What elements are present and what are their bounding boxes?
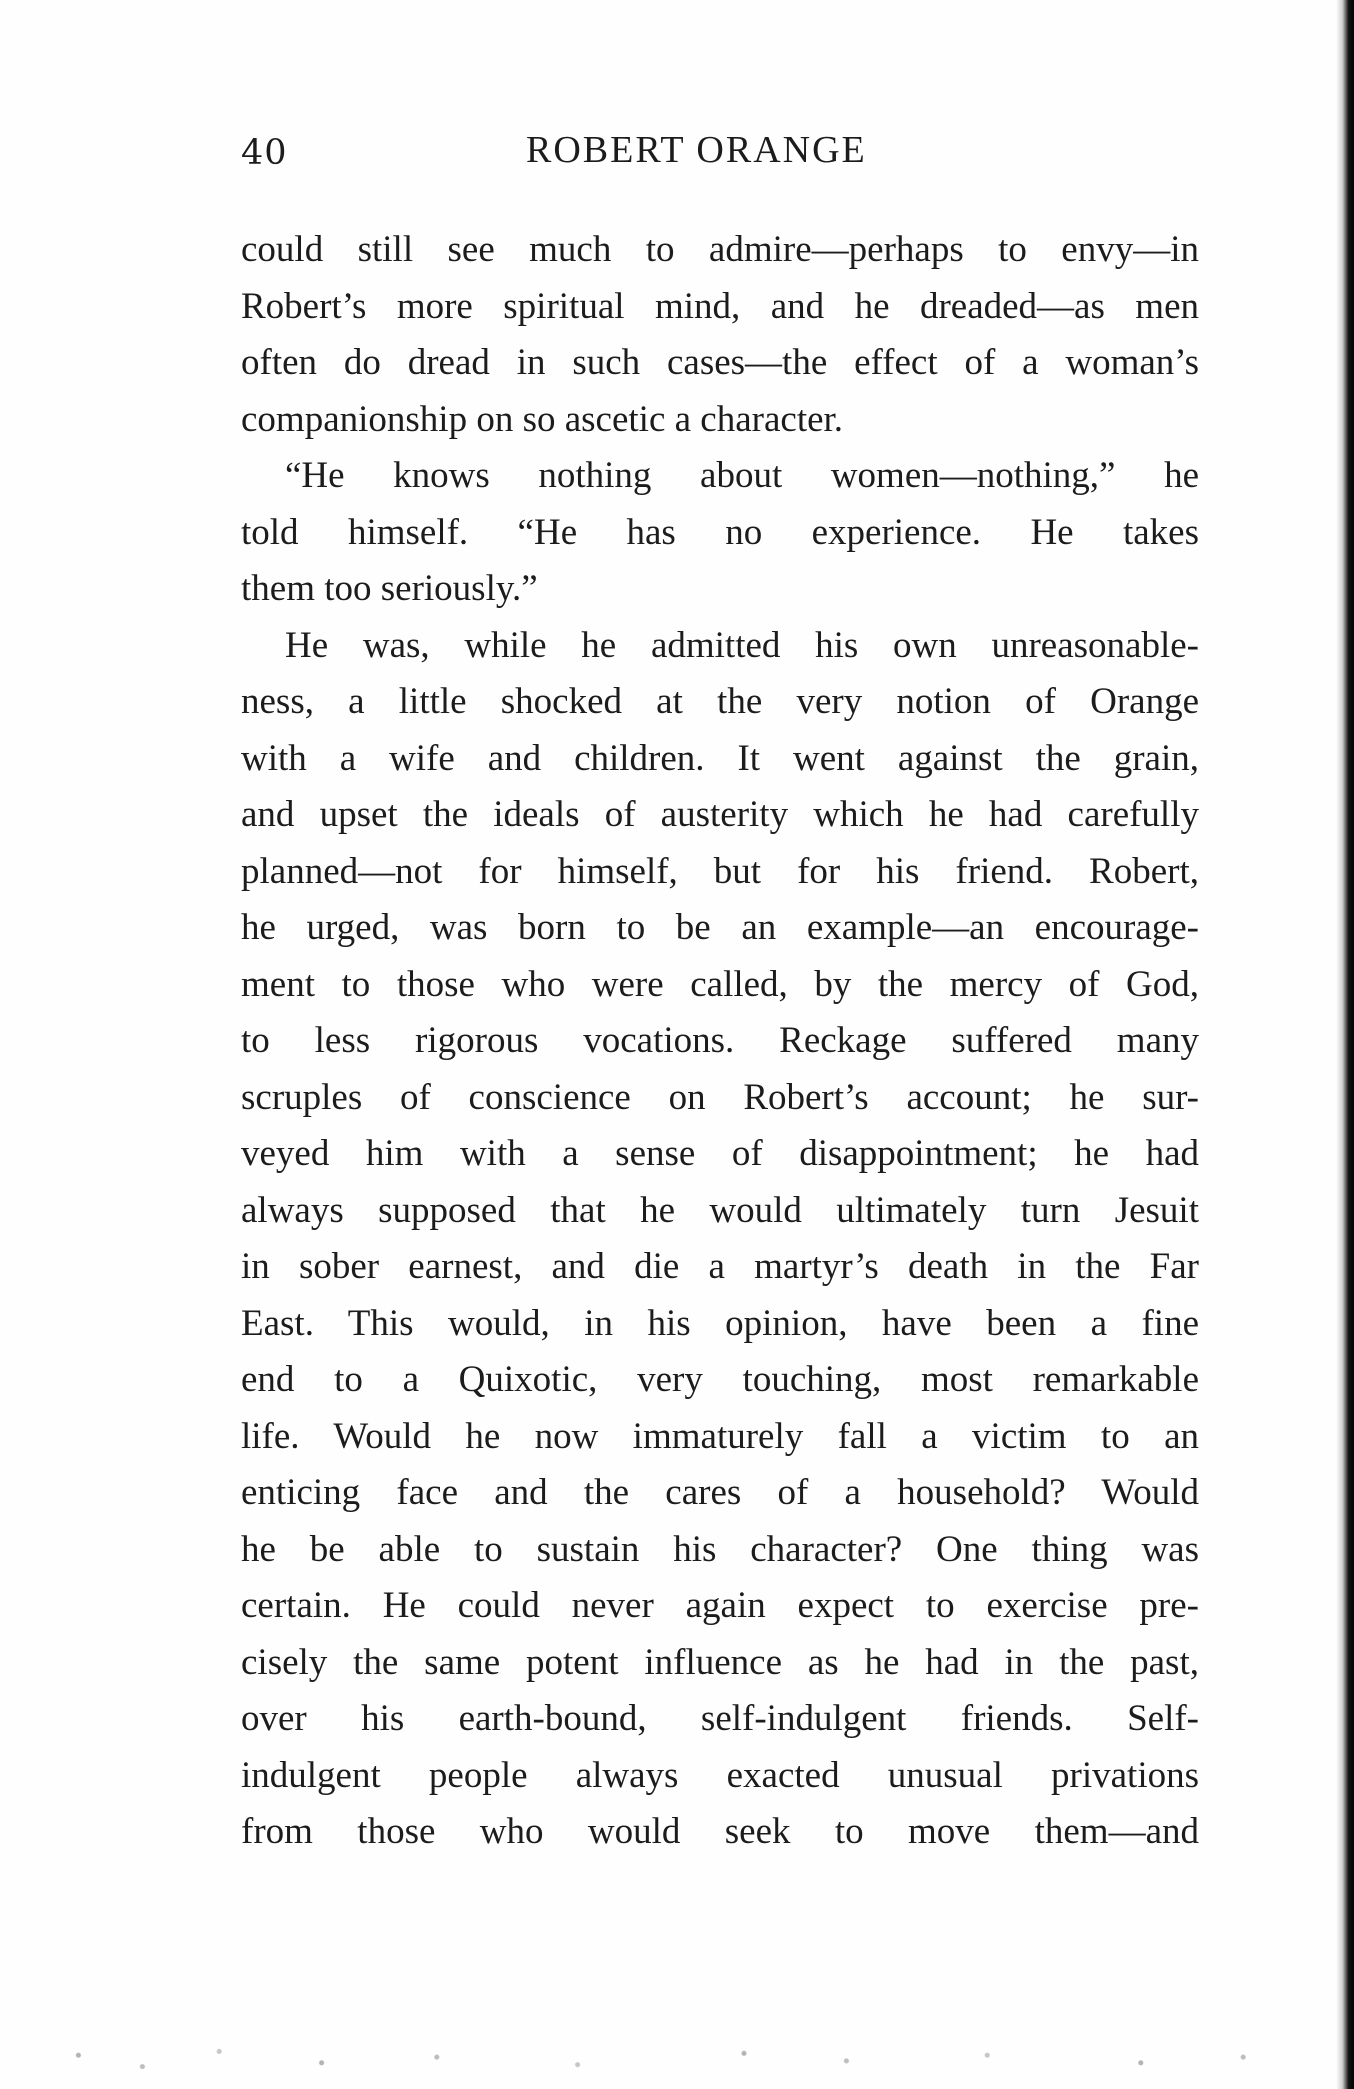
text-line: certain. He could never again expect to exercise pre- [241,1585,1199,1626]
text-line: told himself. “He has no experience. He takes [241,511,1199,553]
running-head: ROBERT ORANGE [526,129,867,171]
text-line: planned—not for himself, but for his friend. Robert, [241,850,1199,892]
text-line: in sober earnest, and die a martyr’s death in the Far [241,1246,1199,1287]
body-text [241,222,1199,1861]
text-line: often do dread in such cases—the effect of a woman’s [241,342,1199,383]
text-line: ness, a little shocked at the very notion of Orange [241,681,1199,722]
page-number: 40 [241,133,288,173]
text-line: East. This would, in his opinion, have been a fine [241,1302,1199,1344]
text-line: enticing face and the cares of a household? Would [241,1472,1199,1513]
text-line: veyed him with a sense of disappointment; he had [241,1133,1199,1174]
text-line: always supposed that he would ultimately turn Jesuit [241,1189,1199,1231]
text-line: He was, while he admitted his own unreasonable- [285,624,1199,666]
text-line: life. Would he now immaturely fall a victim to an [241,1415,1199,1457]
text-line: ment to those who were called, by the mercy of God, [241,963,1199,1005]
text-line: over his earth-bound, self-indulgent friends. Self- [241,1698,1199,1739]
text-line: them too seriously.” [241,568,538,609]
text-line: scruples of conscience on Robert’s account; he sur- [241,1076,1199,1118]
text-line: “He knows nothing about women—nothing,” he [285,455,1199,496]
text-line: could still see much to admire—perhaps to envy—in [241,229,1199,270]
text-line: from those who would seek to move them—and [241,1811,1199,1852]
text-line: with a wife and children. It went against the grain, [241,737,1199,779]
text-line: indulgent people always exacted unusual privations [241,1754,1199,1796]
text-line: companionship on so ascetic a character. [241,398,844,440]
page-edge-shadow [1336,0,1354,2089]
text-line: he be able to sustain his character? One thing was [241,1528,1199,1570]
text-line: he urged, was born to be an example—an encourage- [241,907,1199,948]
text-line: end to a Quixotic, very touching, most remarkable [241,1359,1199,1400]
text-line: Robert’s more spiritual mind, and he dreaded—as men [241,285,1199,327]
text-line: to less rigorous vocations. Reckage suffered many [241,1020,1199,1061]
scan-speckle-decoration [40,2040,1320,2078]
text-line: and upset the ideals of austerity which he had carefully [241,794,1199,835]
text-line: cisely the same potent influence as he had in the past, [241,1641,1199,1683]
